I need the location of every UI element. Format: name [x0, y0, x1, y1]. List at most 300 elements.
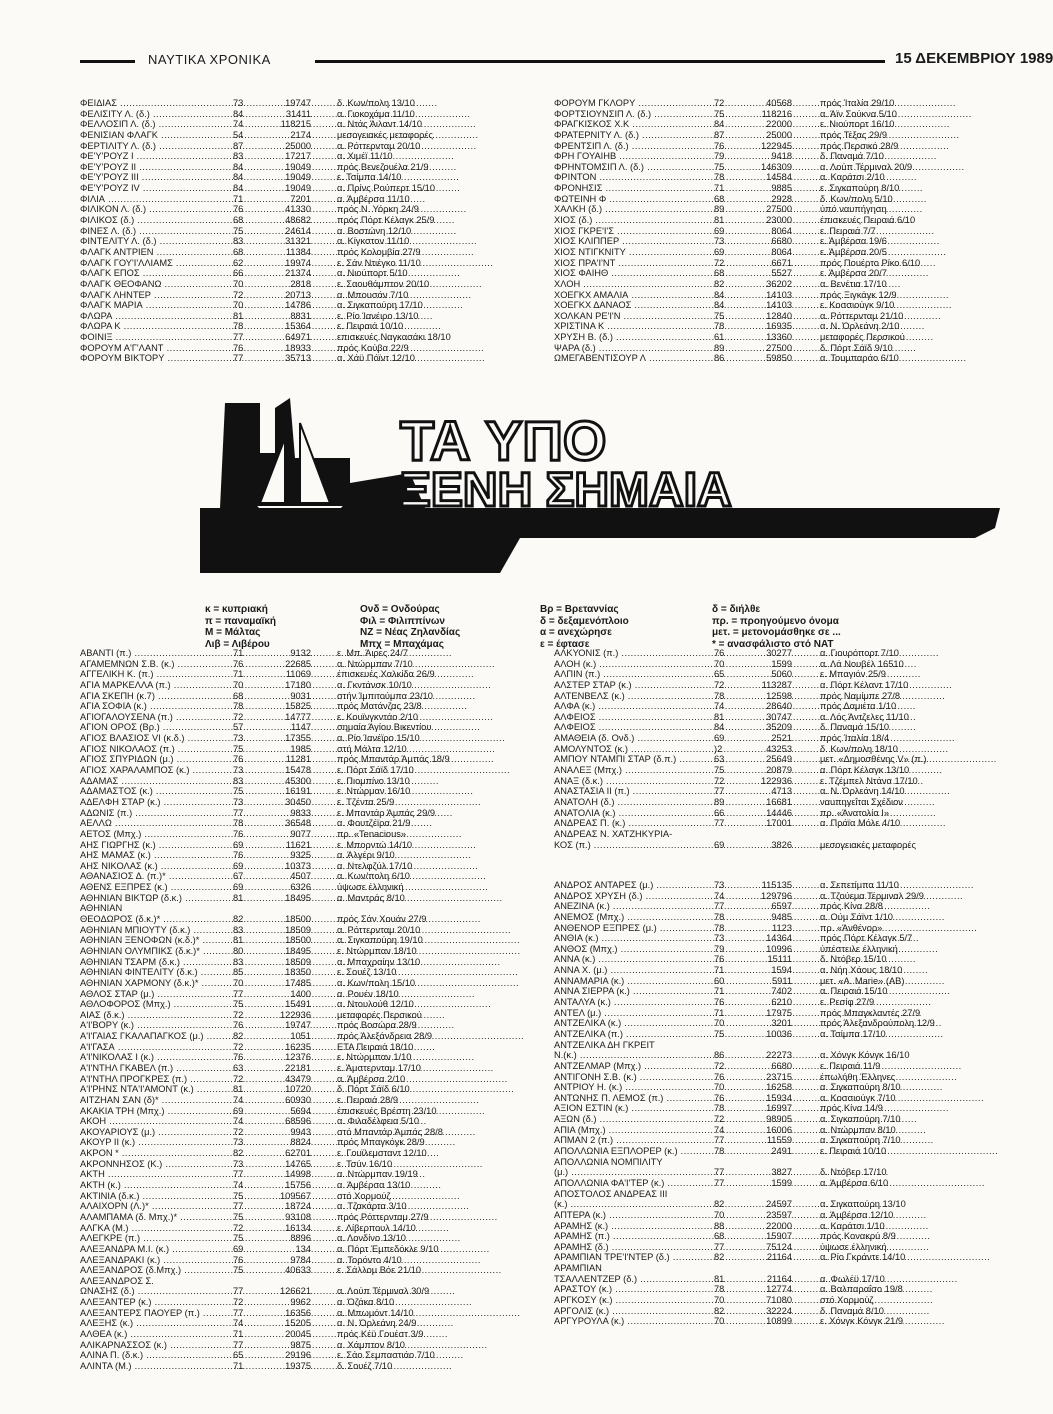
ship-name: ΑΓΙΟΓΑΛΟΥΣΕΝΑ (π.) ..... [80, 712, 233, 723]
build-year: 72 [233, 1009, 244, 1020]
ship-name: ΑΛΦΕΙΟΣ ..... [554, 722, 714, 733]
build-year: 75 [714, 108, 725, 119]
ship-status: ε. Σάο Σεμπαστιάο 7/10 [337, 1350, 435, 1361]
build-year: 69 [233, 1243, 244, 1254]
ship-row [80, 172, 520, 183]
ship-status: δ. Παναμά 8/10 [820, 1305, 884, 1316]
build-year: 81 [233, 310, 244, 321]
tonnage: 31411 [285, 108, 311, 119]
tonnage: 22000 [766, 1220, 792, 1231]
tonnage: 43253 [766, 743, 792, 754]
ship-row [80, 765, 520, 776]
bottom-right-column [554, 648, 994, 850]
build-year: 74 [714, 890, 725, 901]
ship-row [80, 925, 520, 936]
tonnage: 19049 [285, 172, 311, 183]
tonnage: 15205 [285, 1318, 311, 1329]
ship-banner-graphic [200, 378, 1000, 578]
tonnage: 75124 [766, 1241, 792, 1252]
legend-item: Μπχ = Μπαχάμας [360, 638, 445, 650]
ship-row [80, 691, 520, 702]
ship-name: ΑΡΑΜΗΣ (κ.) ..... [554, 1221, 714, 1232]
ship-name: ΑΔΕΛΦΗ ΣΤΑΡ (κ.) ..... [80, 797, 233, 808]
ship-status: πρός Κολομβία 27/9 [337, 246, 421, 257]
tonnage: 14364 [766, 933, 792, 944]
ship-row [554, 141, 994, 152]
ship-name: ΑΝΤΖΕΛΙΚΑ (π.) ..... [554, 1029, 714, 1040]
ship-name: ΑΝΤΕΛ (μ.) ..... [554, 1008, 714, 1019]
ship-name: ΑΘΕΝΣ ΕΞΠΡΕΣ (κ.) ..... [80, 882, 233, 893]
ship-status: ε. Ντώρμπαν 1/10 [337, 1052, 412, 1063]
ship-name: (κ.) ..... [554, 1199, 714, 1210]
ship-name: ΦΙΛΙΚΟΝ Λ. (δ.) ..... [80, 204, 233, 215]
tonnage: 8896 [290, 1233, 311, 1244]
ship-name: ΑΘΗΝΙΑΝ ΦΙΝΤΕΛΙΤΥ (δ.κ.) ..... [80, 967, 233, 978]
ship-name: Α'Ι'ΝΤΗΛ ΓΚΑΒΕΛ (π.) ..... [80, 1063, 233, 1074]
ship-status: α. Πράϊα Μόλε 4/10 [820, 818, 901, 829]
ship-name: ΑΛΦΑ (κ.) ..... [554, 701, 714, 712]
ship-row [80, 871, 520, 882]
ship-row [554, 923, 994, 934]
build-year: 71 [233, 669, 244, 680]
tonnage: 23715 [766, 1071, 792, 1082]
build-year: 68 [233, 690, 244, 701]
ship-status: α. Ντώρμπαν 8/10 [820, 1124, 896, 1135]
ship-row [554, 1103, 994, 1114]
ship-status: πρός Κίνα 14/9 [820, 1103, 883, 1114]
ship-status: ε. Ρεσίφ 27/9 [820, 997, 875, 1008]
build-year: 73 [714, 880, 725, 890]
magazine-name: ΝΑΥΤΙΚΑ ΧΡΟΝΙΚΑ [148, 52, 271, 67]
build-year: 82 [714, 1199, 725, 1210]
build-year: 71 [233, 648, 244, 658]
ship-name: ΑΡΓΥΡΟΥΛΑ (κ.) ..... [554, 1316, 714, 1327]
ship-name: Α'Ι'ΓΑΣΑ ..... [80, 1042, 233, 1053]
ship-name: ΑΝΕΖΙΝΑ (κ.) ..... [554, 901, 714, 912]
build-year: 86 [714, 353, 725, 364]
build-year: 68 [714, 193, 725, 204]
ship-name: ΑΡΑΜΗΣ (π.) ..... [554, 1231, 714, 1242]
tonnage: 11069 [285, 669, 311, 680]
ship-name: ΦΛΩΡΑ ..... [80, 311, 233, 322]
ship-status: α. Ρίο Γκράντε 14/10 [820, 1252, 906, 1263]
build-year: 69 [714, 839, 725, 850]
legend-item: α = ανεχώρησε [540, 627, 612, 638]
ship-name: ΑΓΙΑ ΜΑΡΚΕΛΛΑ (π.) ..... [80, 680, 233, 691]
ship-name: ΑΝΝΑ Χ. (μ.) ..... [554, 965, 714, 976]
ship-status: ε. Χόνγκ Κόνγκ 21/9 [820, 1316, 904, 1327]
ship-status: πρός Σάν Χουάν 27/9 [337, 914, 427, 925]
build-year: 73 [233, 796, 244, 807]
ship-name: ΑΗΣ ΓΙΩΡΓΗΣ (κ.) ..... [80, 840, 233, 851]
ship-row [554, 109, 994, 120]
ship-row [554, 1295, 994, 1306]
tonnage: 14103 [766, 289, 792, 300]
ship-name: ΑΚΟΥΑΡΙΟΥΣ (μ.) ..... [80, 1127, 233, 1138]
ship-status: ε. Σαουθάμπτον 20/10 [337, 278, 430, 289]
ship-row [80, 840, 520, 851]
tonnage: 122945 [760, 140, 792, 151]
build-year: 81 [233, 935, 244, 946]
build-year: 69 [714, 225, 725, 236]
ship-status: α. Μπωμόντ 14/10 [337, 1307, 414, 1318]
tonnage: 14446 [766, 807, 792, 818]
build-year: 72 [714, 679, 725, 690]
tonnage: 59850 [766, 353, 792, 364]
tonnage: 24597 [766, 1199, 792, 1210]
tonnage: 4713 [771, 786, 792, 797]
ship-row [554, 311, 994, 322]
tonnage: 21164 [766, 1273, 792, 1284]
ship-name: ΦΟΙΝΙΞ ..... [80, 332, 233, 343]
ship-row [80, 712, 520, 723]
tonnage: 9784 [290, 1254, 311, 1265]
build-year: 84 [233, 172, 244, 183]
ship-status: α. Ντώρμπαν 7/10 [337, 658, 413, 669]
ship-name: ΦΛΑΓΚ ΓΟΥ'Ι'ΛΛΙΑΜΣ ..... [80, 258, 233, 269]
ship-row [554, 712, 994, 723]
ship-row [80, 808, 520, 819]
build-year: 84 [714, 722, 725, 733]
ship-name: ΦΛΩΡΑ Κ ..... [80, 321, 233, 332]
ship-status: μετ. «A. Marie» (ΑΒ) [820, 975, 905, 986]
build-year: 89 [714, 342, 725, 353]
legend-item: πρ. = προηγούμενο όνομα [712, 615, 839, 627]
ship-row [80, 967, 520, 978]
ship-status: α. Μπουσάν 7/10 [337, 289, 409, 300]
ship-name: ΧΙΟΣ (δ.) ..... [554, 215, 714, 226]
legend-item: ΝΖ = Νέας Ζηλανδίας [360, 627, 461, 638]
tonnage: 68596 [285, 1116, 311, 1127]
ship-status: ε. Μπ. Άιρες 24/7 [337, 648, 408, 658]
ship-status: α. Πρίνς Ρούπερτ 15/10 [337, 183, 436, 194]
tonnage: 115135 [761, 880, 792, 890]
ship-name: ΑΜΟΛΥΝΤΟΣ (κ.) ..... [554, 744, 714, 755]
build-year: 69 [233, 1105, 244, 1116]
build-year: 73 [714, 933, 725, 944]
build-year: 86 [714, 1050, 725, 1061]
tonnage: 19049 [285, 161, 311, 172]
build-year: 72 [233, 1126, 244, 1137]
ship-row [80, 247, 520, 258]
tonnage: 25649 [766, 754, 792, 765]
ship-status: πρός Άλεξανδρούπολη 12/9 [820, 1018, 935, 1029]
build-year: 60 [714, 975, 725, 986]
build-year: 69 [233, 860, 244, 871]
build-year: 75 [233, 1233, 244, 1244]
tonnage: 122936 [279, 1009, 311, 1020]
ship-row [80, 1361, 520, 1372]
ship-name: ΑΛΘΕΑ (κ.) ..... [80, 1329, 233, 1340]
ship-row [80, 183, 520, 194]
ship-name: ΦΟΡΤΣΙΟΥΝΣΙΠ Λ. (δ.) ..... [554, 109, 714, 120]
ship-row [80, 935, 520, 946]
tonnage: 98905 [766, 1114, 792, 1125]
ship-status: μεταφορές Περσικού [337, 1009, 422, 1020]
tonnage: 31321 [285, 236, 311, 247]
ship-name: ΑΘΗΝΙΑΝ ΟΛΥΜΠΙΚΣ (δ.κ.)* ..... [80, 946, 233, 957]
ship-name: ΑΛΑΙΧΟΡΝ (Λ.)* ..... [80, 1201, 233, 1212]
ship-status: α. Ρίο Ίανέϊρο 15/10 [337, 733, 420, 744]
build-year: 88 [714, 1220, 725, 1231]
ship-row [554, 321, 994, 332]
ship-name: ΑΘΑΝΑΣΙΟΣ Δ. (π.)* ..... [80, 871, 233, 882]
tonnage: 9031 [290, 690, 311, 701]
ship-row [554, 701, 994, 712]
ship-row [554, 98, 994, 109]
build-year: 76 [714, 1071, 725, 1082]
tonnage: 6680 [771, 1060, 792, 1071]
issue-date: 15 ΔΕΚΕΜΒΡΙΟΥ 1989 [895, 50, 1053, 67]
legend-item: Βρ = Βρεταννίας [540, 604, 619, 615]
ship-row [80, 1074, 520, 1085]
build-year: 80 [233, 945, 244, 956]
build-year: 72 [233, 289, 244, 300]
ship-status: α. Μαντράς 8/10 [337, 892, 405, 903]
ship-status: α. Ρόττερνταμ 21/10 [820, 310, 904, 321]
tonnage: 9885 [771, 183, 792, 194]
build-year: 62 [233, 257, 244, 268]
ship-name: ΑΙΤΖΗΑΝ ΣΑΝ (δ)* ..... [80, 1095, 233, 1106]
ship-name: ΑΚΤΗ ..... [80, 1169, 233, 1180]
ship-status: πρός Βοσώρα 28/9 [337, 1020, 417, 1031]
ship-name: ΧΙΟΣ ΓΚΡΕ'Ι'Σ ..... [554, 226, 714, 237]
ship-row [554, 1189, 994, 1200]
ship-name: ΦΕΡΤΙΛΙΤΥ Λ. (δ.) ..... [80, 141, 233, 152]
ship-status: πρός Κέϋ Γουέστ 3/9 [337, 1329, 424, 1339]
build-year: 78 [714, 911, 725, 922]
ship-row [80, 109, 520, 120]
ship-name: ΑΝΤΡΙΟΥ Η. (κ.) ..... [554, 1082, 714, 1093]
tonnage: 5527 [771, 268, 792, 279]
ship-status: πρός Κούβα 22/9 [337, 342, 409, 353]
build-year: 77 [233, 1201, 244, 1212]
ship-status: ε. Πειραιά 7/7 [820, 225, 876, 236]
tonnage: 10996 [766, 943, 792, 954]
tonnage: 30450 [285, 796, 311, 807]
ship-status: α. Άμβέρσα 13/10 [337, 1180, 411, 1191]
tonnage: 15491 [285, 999, 311, 1010]
ship-row [80, 1244, 520, 1255]
build-year: 68 [714, 1231, 725, 1242]
tonnage: 43479 [285, 1073, 311, 1084]
ship-name: ΑΘΗΝΙΑΝ ΞΕΝΟΦΩΝ (κ.δ.)* ..... [80, 935, 233, 946]
build-year: 82 [233, 1148, 244, 1159]
build-year: 71 [714, 183, 725, 194]
ship-status: στό Χορμούζ [820, 1294, 874, 1305]
ship-row [554, 659, 994, 670]
tonnage: 14103 [766, 300, 792, 311]
ship-row [554, 1029, 994, 1040]
build-year: 76 [714, 997, 725, 1008]
ship-status: α. Σιγκαπούρη 8/10 [820, 1082, 901, 1093]
ship-name: ΦΕΛΛΟΣΙΠ Λ. (δ.) ..... [80, 119, 233, 130]
ship-name: ΦΛΑΓΚ ΑΝΤΡΙΕΝ ..... [80, 247, 233, 258]
ship-status: σημαία Άγίου Βικεντίου [337, 722, 432, 733]
ship-row [80, 850, 520, 861]
banner-line-2: ΞΕΝΗ ΣΗΜΑΙΑ [400, 464, 732, 517]
tonnage: 17217 [285, 151, 311, 162]
build-year: 74 [714, 701, 725, 712]
ship-status: ε. Ρίο Ίανέιρο 13/10 [337, 310, 419, 321]
tonnage: 18350 [285, 967, 311, 978]
ship-name: ΑΝΔΡΟΣ ΧΡΥΣΗ (δ.) ..... [554, 891, 714, 902]
ship-row [554, 279, 994, 290]
ship-row [554, 215, 994, 226]
build-year: 87 [233, 140, 244, 151]
tonnage: 7402 [771, 986, 792, 997]
tonnage: 17180 [285, 679, 311, 690]
ship-status: ε. Νιούπορτ 16/10 [820, 119, 895, 130]
tonnage: 9943 [290, 1126, 311, 1137]
tonnage: 15756 [285, 1180, 311, 1191]
ship-name: Α'Ι'ΡΗΝΣ ΝΤΑ'Ι'ΑΜΟΝΤ (κ.) ..... [80, 1084, 233, 1095]
ship-row [80, 1212, 520, 1223]
tonnage: 22273 [766, 1050, 792, 1061]
legend-item: π = παναμαϊκή [205, 615, 277, 627]
ship-row [554, 119, 994, 130]
ship-name: ΑΛΕΓΚΡΕ (π.) ..... [80, 1233, 233, 1244]
build-year: 76 [714, 1092, 725, 1103]
ship-status: ε. Άμστερνταμ 17/10 [337, 1062, 421, 1073]
ship-status: ε. Λίβερπουλ 14/10 [337, 1222, 416, 1233]
build-year: 77 [714, 786, 725, 797]
ship-status: πρός Πουέρτο Ρίκο 6/10 [820, 257, 921, 268]
tonnage: 25000 [766, 129, 792, 140]
ship-name: ΑΚΤΙΝΙΑ (δ.κ.) ..... [80, 1191, 233, 1202]
build-year: 83 [233, 151, 244, 162]
ship-name: ΑΡΑΣΤΟΥ (κ.) ..... [554, 1284, 714, 1295]
build-year: 75 [714, 310, 725, 321]
ship-status: μεταφορές Περσικού [820, 332, 905, 343]
tonnage: 32224 [766, 1305, 792, 1316]
build-year: 77 [233, 332, 244, 343]
build-year: 78 [233, 321, 244, 332]
tonnage: 10720 [285, 1084, 311, 1095]
ship-name: ΑΘΗΝΙΑΝ ΜΠΙΟΥΤΥ (δ.κ.) ..... [80, 925, 233, 936]
ship-name: ΧΑΛΚΗ (δ.) ..... [554, 204, 714, 215]
ship-status: α. Άμβέρσα 11/10 [337, 193, 410, 204]
ship-status: πρός Ν. Υόρκη 24/9 [337, 204, 419, 215]
ship-status: α. Άμβέρσα 6/10 [820, 1177, 889, 1188]
ship-status: α. Πειραιά 15/10 [820, 986, 888, 997]
ship-status: ε. Άμβέρσα 20/5 [820, 246, 887, 257]
build-year: 76 [233, 204, 244, 215]
tonnage: 22000 [766, 119, 792, 130]
ship-status: δ. Κων/πολη 5/10 [820, 193, 893, 204]
ship-row [554, 1274, 994, 1285]
ship-status: α. Άϊν Σούκνα 5/10 [820, 108, 897, 119]
ship-row [80, 268, 520, 279]
ship-name: ΦΟΡΟΥΜ ΓΚΛΟΡΥ ..... [554, 98, 714, 109]
build-year: 66 [714, 807, 725, 818]
ship-name: ΑΛΙΚΑΡΝΑΣΣΟΣ (κ.) ..... [80, 1340, 233, 1351]
build-year: 65 [714, 669, 725, 680]
ship-row [554, 648, 994, 659]
ship-row [80, 98, 520, 109]
ship-status: α. Άλγέρι 9/10 [337, 850, 395, 861]
ship-row [554, 997, 994, 1008]
ship-status: α. Γιοκοχάμα 11/10 [337, 108, 415, 119]
tonnage: 16191 [285, 786, 311, 797]
ship-row [554, 343, 994, 354]
ship-row [554, 268, 994, 279]
tonnage: 9875 [290, 1339, 311, 1350]
ship-name: ΧΟΛΚΑΝ ΡΕ'Ι'Ν ..... [554, 311, 714, 322]
tonnage: 17355 [285, 733, 311, 744]
tonnage: 18495 [285, 892, 311, 903]
ship-row [80, 1031, 520, 1042]
ship-status: πρός Ίταλία 29/10 [820, 98, 895, 108]
ship-name: ΑΛΕΞΑΝΔΡΑΚΙ (κ.) ..... [80, 1255, 233, 1266]
ship-status: δ. Πόρτ Σάϊδ 9/10 [820, 342, 893, 353]
ship-status: α. Κων/πολη 6/10 [337, 871, 410, 882]
ship-row [554, 1040, 994, 1051]
ship-status: πρ. «Άνθένορ» [820, 922, 883, 933]
ship-status: πρός Δαμιέτα 1/10 [820, 701, 897, 712]
ship-name: ΑΠΜΑΝ 2 (π.) ..... [554, 1135, 714, 1146]
ship-name: ΑΛΠΙΝ (π.) ..... [554, 669, 714, 680]
ship-status: επισκευές Ναγκασάκι 18/10 [337, 332, 451, 343]
ship-name: ΑΝΔΡΕΑΣ Π. (κ.) ..... [554, 818, 714, 829]
ship-name: ΧΡΥΣΗ Β. (δ.) ..... [554, 332, 714, 343]
ship-status: α. Κων/πολη 15/10 [337, 977, 416, 988]
tonnage: 35713 [285, 353, 311, 364]
tonnage: 45300 [285, 775, 311, 786]
tonnage: 15478 [285, 765, 311, 776]
ship-name: ΑΓΙΟΣ ΝΙΚΟΛΑΟΣ (π.) ..... [80, 744, 233, 755]
build-year: 78 [714, 922, 725, 933]
tonnage: 1400 [290, 988, 311, 999]
ship-row [80, 818, 520, 829]
ship-status: α. Ντώρμπαν 19/19 [337, 1169, 418, 1180]
build-year: 69 [714, 246, 725, 257]
ship-status: πρός Μπαντάρ Άμπάς 18/9 [337, 754, 450, 765]
tonnage: 11559 [766, 1135, 792, 1146]
ship-name: ΑΛΕΞΑΝΔΡΑ Μ.Ι. (κ.) ..... [80, 1244, 233, 1255]
ship-status: δ. Ντόβερ 17/10 [820, 1167, 887, 1178]
ship-status: α. Τορόντο 4/10 [337, 1254, 402, 1265]
ship-name: ΑΝΔΡΟΣ ΑΝΤΑΡΕΣ (μ.) ..... [554, 880, 714, 891]
ship-status: α. Σιγκαπούρη 7/10 [820, 1114, 901, 1125]
ship-name: ΧΛΟΗ ..... [554, 279, 714, 290]
ship-status: α. Καράτσι 2/10 [820, 172, 885, 183]
ship-name: ΦΛΑΓΚ ΜΑΡΙΑ ..... [80, 300, 233, 311]
ship-status: α. Όζάκα 8/10 [337, 1297, 395, 1308]
build-year: 83 [233, 236, 244, 247]
ship-status: δ. Κων/πολη 18/10 [820, 743, 898, 754]
tonnage: 1985 [290, 743, 311, 754]
tonnage: 16258 [766, 1082, 792, 1093]
ship-status: πρός Περσικό 28/9 [820, 140, 899, 151]
tonnage: 1599 [771, 658, 792, 669]
ship-row [554, 1231, 994, 1242]
build-year: 69 [233, 839, 244, 850]
tonnage: 11281 [285, 754, 311, 765]
ship-name: ΑΕΤΟΣ (Μπχ.) ..... [80, 829, 233, 840]
ship-status: α. Κίγκστον 11/10 [337, 236, 410, 247]
ship-name: ΦΙΝΕΣ Λ. (δ.) ..... [80, 226, 233, 237]
build-year: 71 [233, 1329, 244, 1339]
build-year: 82 [714, 1252, 725, 1263]
ship-name: ΑΘΗΝΙΑΝ [80, 903, 123, 914]
ship-status: πρός Βενεζουέλα 21/9 [337, 161, 429, 172]
ship-status: δ. Παναμά 7/10 [820, 151, 884, 162]
ship-status: πρός Πόρτ Κέλαγκ 5/7 [820, 933, 913, 944]
ship-status: α. Πόρτ Κέλαντ 17/10 [820, 679, 909, 690]
tonnage: 9418 [771, 151, 792, 162]
tonnage: 11384 [285, 246, 311, 257]
